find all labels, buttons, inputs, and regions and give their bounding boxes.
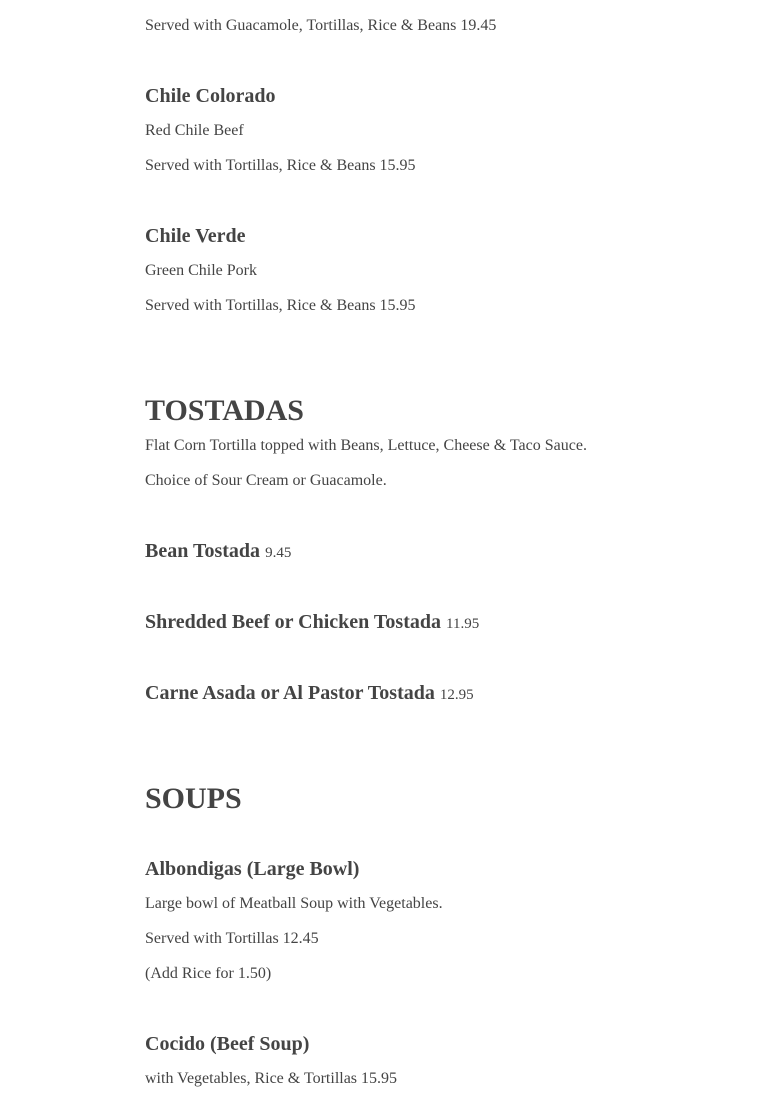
item-desc-cocido: with Vegetables, Rice & Tortillas 15.95: [145, 1070, 398, 1087]
item-price: 12.95: [439, 687, 474, 703]
item-name: Shredded Beef or Chicken Tostada: [145, 611, 441, 633]
item-shredded-tostada: [145, 610, 479, 636]
item-served-chile-verde: Served with Tortillas, Rice & Beans 15.95: [145, 297, 416, 314]
item-note-albondigas: (Add Rice for 1.50): [145, 965, 272, 982]
item-title-chile-verde: Chile Verde: [145, 225, 246, 247]
item-name: Carne Asada or Al Pastor Tostada: [145, 682, 435, 704]
section-title-tostadas: TOSTADAS: [145, 394, 304, 427]
item-served-albondigas: Served with Tortillas 12.45: [145, 930, 319, 947]
item-carne-asada-tostada: [145, 681, 474, 707]
item-served-chile-colorado: Served with Tortillas, Rice & Beans 15.95: [145, 157, 416, 174]
item-desc-chile-verde: Green Chile Pork: [145, 262, 257, 279]
tostadas-desc: Flat Corn Tortilla topped with Beans, Lettuce, Cheese & Taco Sauce.: [145, 437, 587, 454]
item-price: 9.45: [265, 545, 292, 561]
item-title-chile-colorado: Chile Colorado: [145, 85, 276, 107]
item-bean-tostada: [145, 539, 291, 565]
item-title-albondigas: Albondigas (Large Bowl): [145, 858, 360, 880]
item-name: Bean Tostada: [145, 540, 261, 562]
section-title-soups: SOUPS: [145, 782, 242, 815]
item-title-cocido: Cocido (Beef Soup): [145, 1033, 310, 1055]
item-desc-albondigas: Large bowl of Meatball Soup with Vegetables.: [145, 895, 443, 912]
item-desc-chile-colorado: Red Chile Beef: [145, 122, 244, 139]
served-with-line: Served with Guacamole, Tortillas, Rice & Beans 19.45: [145, 17, 497, 34]
item-price: 11.95: [446, 616, 480, 632]
tostadas-choice: Choice of Sour Cream or Guacamole.: [145, 472, 387, 489]
